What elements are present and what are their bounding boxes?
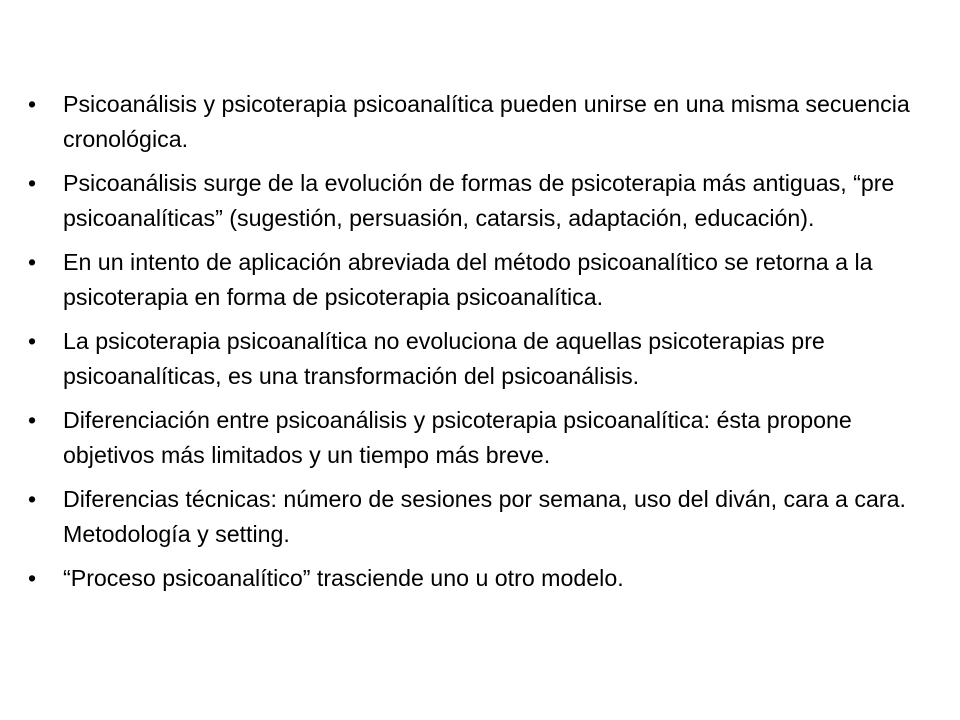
bullet-point-icon: • (28, 91, 37, 117)
bullet-list (28, 87, 933, 605)
bullet-item-4 (28, 324, 933, 394)
bullet-text: La psicoterapia psicoanalítica no evoluciona de aquellas psicoterapias pre psicoanalíticas, es una transformación del psicoanálisis. (63, 328, 825, 389)
bullet-text: En un intento de aplicación abreviada del método psicoanalítico se retorna a la psicoterapia en forma de psicoterapia psicoanalítica. (63, 249, 873, 310)
bullet-item-3 (28, 245, 933, 315)
bullet-point-icon: • (28, 565, 37, 591)
bullet-point-icon: • (28, 407, 37, 433)
bullet-item-2 (28, 166, 933, 236)
bullet-item-1 (28, 87, 933, 157)
bullet-item-7 (28, 561, 933, 596)
bullet-text: Psicoanálisis surge de la evolución de formas de psicoterapia más antiguas, “pre psicoanalíticas” (sugestión, persuasión, catarsis, adaptación, educación). (63, 170, 895, 231)
bullet-point-icon: • (28, 249, 37, 275)
bullet-point-icon: • (28, 486, 37, 512)
bullet-text: “Proceso psicoanalítico” trasciende uno u otro modelo. (63, 565, 624, 591)
bullet-text: Psicoanálisis y psicoterapia psicoanalítica pueden unirse en una misma secuencia cronológica. (63, 91, 910, 152)
bullet-item-5 (28, 403, 933, 473)
bullet-text: Diferencias técnicas: número de sesiones por semana, uso del diván, cara a cara. Metodología y setting. (63, 486, 906, 547)
bullet-point-icon: • (28, 170, 37, 196)
bullet-text: Diferenciación entre psicoanálisis y psicoterapia psicoanalítica: ésta propone objetivos más limitados y un tiempo más breve. (63, 407, 852, 468)
bullet-point-icon: • (28, 328, 37, 354)
bullet-item-6 (28, 482, 933, 552)
